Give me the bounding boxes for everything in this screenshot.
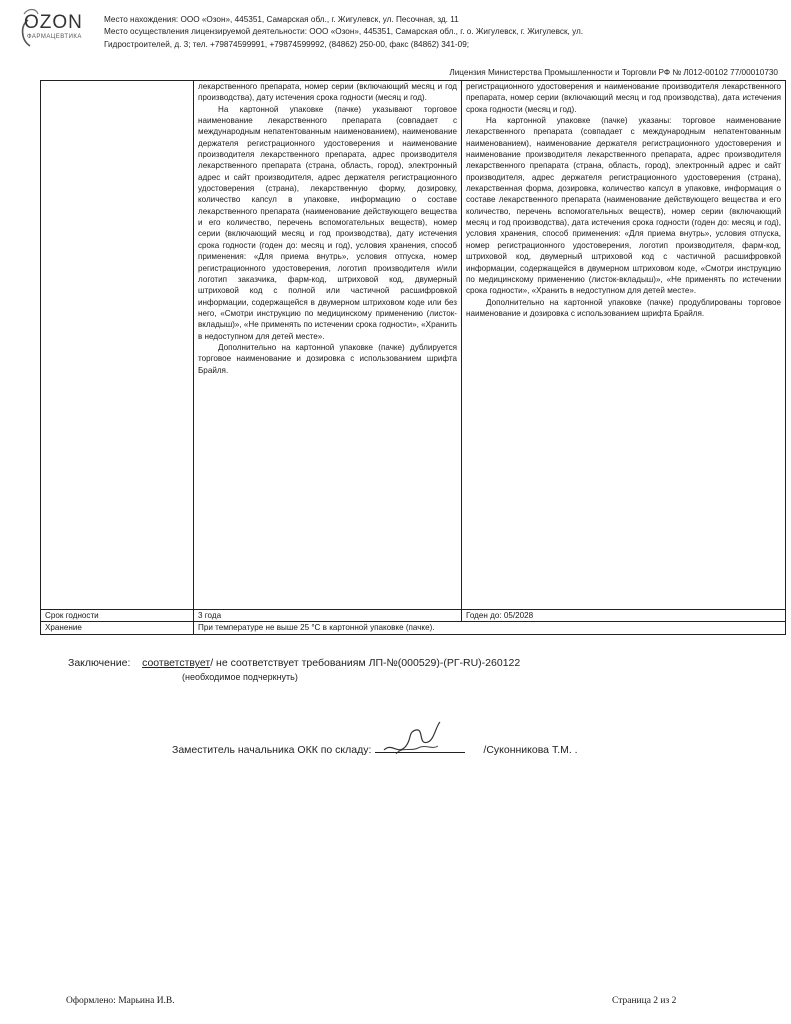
norm-paragraph: Дополнительно на картонной упаковке (пачке) дублируется торговое наименование и дозировка с использованием шрифта Брайля.: [198, 342, 457, 375]
table-cell-actual: Годен до: 05/2028: [462, 610, 786, 622]
footer-page-number: Страница 2 из 2: [612, 996, 677, 1006]
quality-control-table: [40, 80, 786, 635]
table-cell-norm: 3 года: [194, 610, 462, 622]
conclusion-ok-underlined: соответствует: [142, 657, 211, 669]
table-cell-empty: [41, 81, 194, 610]
table-cell-norm-marking: [194, 81, 462, 610]
signature-line: [172, 744, 578, 756]
norm-paragraph: На картонной упаковке (пачке) указывают торговое наименование лекарственного препарата (совпадает с международным непатентованным наименованием), наименование держателя регистрационного удостоверения и наименование производителя лекарственного препарата, адрес производителя лекарственного препарата (страна, область, город), электронный адрес и сайт производителя, адрес держателя регистрационного удостоверения (страна), лекарственную форму, дозировку, количество капсул в упаковке, информацию о составе лекарственного препарата (наименование действующего вещества и его количество, перечень вспомогательных веществ), номер серии (включающий месяц и год производства), дату истечения срока годности (годен до: месяц и год), условия хранения, способ применения: «Для приема внутрь», условия отпуска, номер регистрационного удостоверения, логотип производителя и/или логотип заказчика, фарм-код, штриховой код, двумерный штриховой код с полной или частичной расшифровкой информации, содержащейся в двумерном штриховом коде или без него, «Смотри инструкцию по медицинскому применению (листок-вкладыш)», «Не применять по истечении срока годности», «Хранить в недоступном для детей месте».: [198, 104, 457, 341]
actual-paragraph: На картонной упаковке (пачке) указаны: торговое наименование лекарственного препарата (совпадает с международным непатентованным наименованием), наименование держателя регистрационного удостоверения и наименование производителя лекарственного препарата, адрес производителя лекарственного препарата (страна, область, город), электронный адрес и сайт производителя, адрес держателя регистрационного удостоверения (страна), лекарственная форма, дозировка, количество капсул в упаковке, информация о составе лекарственного препарата (наименование действующего вещества и его количество, перечень вспомогательных веществ), номер серии (включающий месяц и год производства), дата истечения срока годности (годен до: месяц и год), условия хранения, способ применения: «Для приема внутрь», условия отпуска, номер регистрационного удостоверения, логотип производителя, фарм-код, штриховой код, двумерный штриховой код с частичной расшифровкой информации, содержащейся в двумерном штриховом коде, «Смотри инструкцию по медицинскому применению (листок-вкладыш)», «Не применять по истечении срока годности», «Хранить в недоступном для детей месте».: [466, 116, 781, 296]
table-cell-label: Срок годности: [41, 610, 194, 622]
actual-paragraph: регистрационного удостоверения и наименование производителя лекарственного препарата, номер серии (включающий месяц и год производства), дата истечения срока годности (месяц и год).: [466, 82, 781, 114]
actual-paragraph: Дополнительно на картонной упаковке (пачке) продублированы торговое наименование и дозировка с использованием шрифта Брайля.: [466, 297, 781, 318]
license-line: Лицензия Министерства Промышленности и Торговли РФ № Л012-00102 77/00010730: [449, 68, 778, 77]
header-line-address: Место нахождения: ООО «Озон», 445351, Самарская обл., г. Жигулевск, ул. Песочная, зд. 11: [104, 15, 459, 24]
table-row-shelf-life: [41, 610, 786, 622]
conclusion-label: Заключение:: [68, 657, 131, 669]
table-cell-label: Хранение: [41, 622, 194, 634]
logo-wordmark: OZON: [24, 12, 83, 33]
signature-title: Заместитель начальника ОКК по складу:: [172, 744, 372, 756]
table-cell-storage-value: При температуре не выше 25 °С в картонной упаковке (пачке).: [194, 622, 786, 634]
table-cell-actual-marking: [462, 81, 786, 610]
conclusion: [68, 657, 520, 669]
conclusion-note: (необходимое подчеркнуть): [182, 672, 298, 682]
company-header: [104, 14, 724, 51]
conclusion-rest: / не соответствует требованиям ЛП-№(000529)-(РГ-RU)-260122: [210, 657, 521, 669]
header-line-activity: Место осуществления лицензируемой деятельности: ООО «Озон», 445351, Самарская обл., г. о. Жигулевск, г. Жигулевск, ул.: [104, 27, 584, 37]
table-row-marking: [41, 81, 786, 610]
header-line-contacts: Гидростроителей, д. 3; тел. +79874599991, +79874599992, (84862) 250-00, факс (84862) 341-09;: [104, 39, 470, 49]
footer-prepared-by: Оформлено: Марьина И.В.: [66, 996, 175, 1006]
norm-paragraph: лекарственного препарата, номер серии (включающий месяц и год производства), дату истечения срока годности (месяц и год).: [198, 82, 457, 103]
handwritten-signature-icon: [378, 716, 448, 764]
logo-subtitle: ФАРМАЦЕВТИКА: [27, 34, 82, 40]
signature-name: /Суконникова Т.М. .: [483, 744, 578, 756]
signature-blank: [375, 752, 465, 753]
table-row-storage: [41, 622, 786, 634]
